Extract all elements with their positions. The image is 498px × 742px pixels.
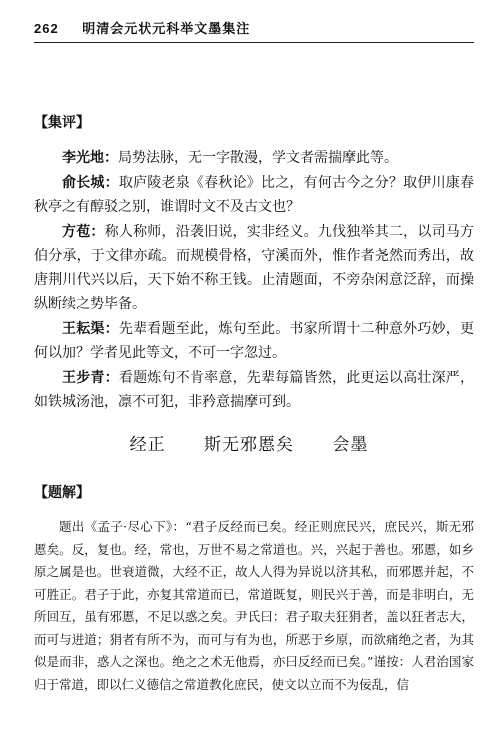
section-title-explain: 【题解】	[34, 484, 90, 500]
section-title-comments: 【集评】	[34, 114, 90, 130]
page-header	[34, 18, 474, 43]
page-number: 262	[34, 21, 59, 36]
comments-block	[34, 145, 474, 414]
comment-yu-changcheng: 俞长城：取庐陵老泉《春秋论》比之，有何古今之分？取伊川康春秋亭之有醇驳之别，谁谓时文不及古文也？	[34, 174, 475, 215]
comment-wang-yunqu: 王耘渠：先辈看题至此，炼句至此。书家所谓十二种意外巧妙，更何以加？学者见此等文，不可一字忽过。	[34, 320, 475, 361]
essay-title-part1: 经正	[129, 435, 166, 455]
book-title: 明清会元状元科举文墨集注	[82, 22, 251, 37]
essay-title-part2: 斯无邪慝矣	[204, 435, 294, 455]
comment-fang-bao: 方苞：称人称师，沿袭旧说，实非经义。九伐独举其二，以司马方伯分承，于文律亦疏。而规模骨格，守溪而外，惟作者尧然而秀出，故唐荆川代兴以后，天下始不称王钱。止清题面，不旁杂闲意泛辞，而操纵断续之势毕备。	[34, 223, 475, 312]
comment-li-guangdi: 李光地：局势法脉，无一字散漫，学文者需揣摩此等。	[62, 149, 398, 166]
explain-text: 题出《孟子·尽心下》：“君子反经而已矣。经正则庶民兴，庶民兴，斯无邪慝矣。反，复也。经，常也，万世不易之常道也。兴，兴起于善也。邪慝，如乡原之属是也。世衰道微，大经不正，故人人得为异说以济其私，而邪慝并起，不可胜正。君子于此，亦复其常道而已，常道既复，则民兴于善，而是非明白，无所回互，虽有邪慝，不足以惑之矣。尹氏曰：君子取夫狂狷者，盖以狂者志大，而可与进道；狷者有所不为，而可与有为也，所恶于乡原，而欲痛绝之者，为其似是而非，惑人之深也。绝之之术无他焉，亦曰反经而已矣。”谨按：人君治国家归于常道，即以仁义德信之常道教化庶民，使文以立而不为佞乱，信	[34, 519, 474, 692]
essay-title	[0, 430, 498, 455]
comment-wang-buqing: 王步青：看题炼句不肯率意，先辈每篇皆然，此更运以高壮深严，如铁城汤池，凛不可犯，非矜意揣摩可到。	[34, 369, 475, 410]
essay-title-part3: 会墨	[332, 435, 369, 455]
